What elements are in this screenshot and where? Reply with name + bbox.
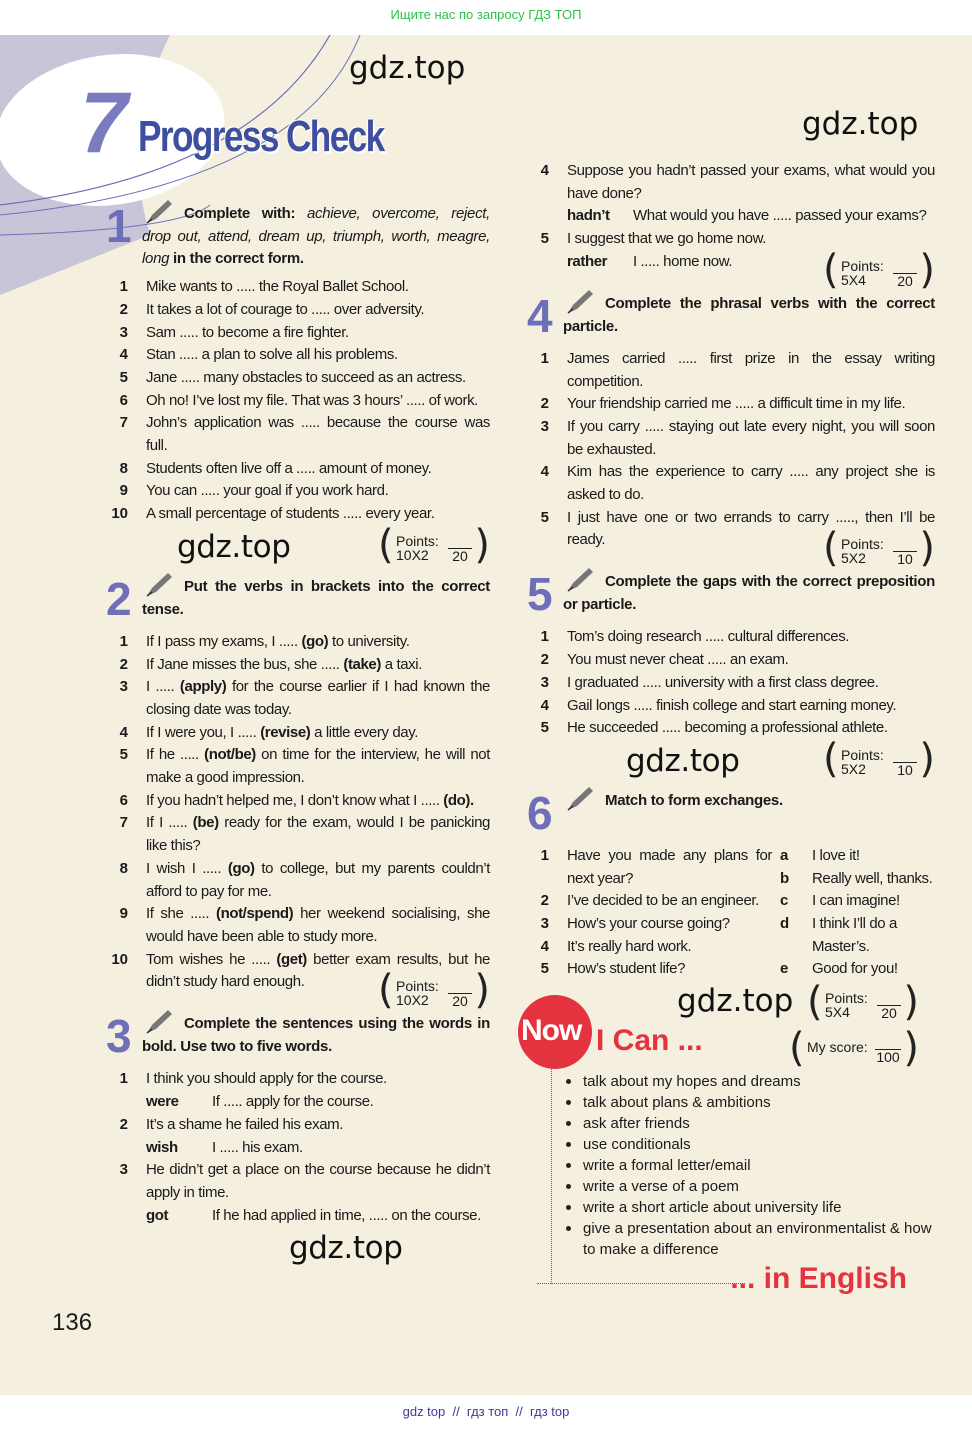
bracket-left: ( (823, 525, 839, 572)
item-sentence: I think you should apply for the course. (146, 1070, 387, 1088)
now-i-can-header (521, 979, 935, 1072)
list-item (527, 348, 935, 393)
item-number: 4 (540, 937, 549, 955)
my-score-max: 100 (876, 1049, 900, 1066)
item-number: 8 (119, 859, 128, 877)
text-segment: Sam ..... to become a fire fighter. (146, 323, 349, 341)
item-number: 1 (119, 632, 128, 650)
item-number: 5 (119, 746, 128, 764)
now-i-can-title: I Can ... (596, 1024, 703, 1058)
item-sentence: He didn’t get a place on the course because he didn’t apply in time. (146, 1161, 490, 1201)
item-text: Good for you! (812, 960, 898, 978)
text-segment: to university. (328, 632, 410, 650)
watermark-points-row (106, 521, 490, 568)
footer-links[interactable]: gdz top // гдз топ // гдз top (402, 1404, 570, 1419)
item-number: 3 (540, 417, 549, 435)
dotted-divider (551, 1067, 552, 1284)
points-max: 20 (448, 993, 472, 1008)
match-right-item (780, 913, 935, 958)
item-number: 5 (119, 368, 128, 386)
item-number: 2 (119, 300, 128, 318)
right-column (521, 160, 935, 1298)
item-number: 3 (540, 915, 549, 933)
match-left-item (527, 936, 772, 959)
points-max: 10 (893, 551, 917, 566)
list-item (106, 503, 490, 526)
match-left-item (527, 890, 772, 913)
exercise-number: 3 (106, 1010, 132, 1063)
bracket-left: ( (823, 735, 839, 782)
item-number: 5 (540, 508, 549, 526)
points-multiplier: 10X2 (396, 992, 429, 1009)
text-segment: to college, but my parents couldn’t afford to pay for me. (146, 859, 490, 900)
key-word-row (146, 1137, 490, 1160)
list-item (106, 722, 490, 745)
text-segment: A small percentage of students ..... every year. (146, 505, 435, 523)
list-item (106, 790, 490, 813)
list-item (106, 458, 490, 481)
text-segment: Tom wishes he ..... (146, 950, 277, 968)
item-text: I love it! (812, 846, 860, 864)
exercise-number: 5 (527, 568, 553, 621)
top-banner[interactable]: Ищите нас по запросу ГДЗ ТОП (390, 7, 582, 22)
points-box (823, 735, 935, 782)
gap-sentence: If he had applied in time, ..... on the course. (212, 1206, 481, 1224)
text-segment: John’s application was ..... because the course was full. (146, 414, 490, 455)
exercise-instruction (142, 203, 490, 271)
item-number: 1 (119, 1070, 128, 1088)
text-segment: If I were you, I ..... (146, 723, 261, 741)
exercise-header (527, 289, 935, 343)
list-item (106, 676, 490, 721)
bold-text: (revise) (260, 723, 311, 741)
points-multiplier: 5X2 (841, 760, 866, 777)
can-do-item: talk about my hopes and dreams (563, 1071, 935, 1092)
unit-number: 7 (80, 75, 128, 171)
gap-sentence: I ..... home now. (633, 252, 733, 270)
my-score-label: My score: (807, 1039, 868, 1056)
key-word-row (146, 1091, 490, 1114)
key-word-row (146, 1205, 490, 1228)
list-item (106, 1068, 490, 1113)
left-column (106, 200, 491, 1269)
bracket-left: ( (789, 1025, 805, 1072)
points-label: Points: (396, 978, 439, 995)
watermark: gdz.top (802, 106, 919, 142)
item-number: 2 (540, 651, 549, 669)
pen-icon (565, 784, 595, 812)
text-segment: Students often live off a ..... amount of money. (146, 459, 432, 477)
exercise-header (106, 1010, 490, 1063)
item-text: How’s student life? (567, 960, 686, 978)
list-item (527, 160, 935, 228)
text-segment: for the course earlier if I had known the closing date was today. (146, 678, 490, 718)
key-word: wish (146, 1138, 178, 1156)
bracket-right: ) (474, 967, 490, 1014)
can-do-item: write a short article about university life (563, 1197, 935, 1218)
text-segment: a little every day. (310, 723, 418, 741)
list-item (106, 390, 490, 413)
bold-text: (get) (276, 950, 307, 968)
bold-text: (be) (192, 814, 219, 832)
can-do-item: use conditionals (563, 1134, 935, 1155)
item-number: 3 (119, 1161, 128, 1179)
dotted-divider (537, 1283, 745, 1284)
item-number: 10 (111, 505, 128, 523)
key-word: rather (567, 252, 608, 270)
exercise-header (527, 786, 935, 840)
text-segment: I graduated ..... university with a first class degree. (567, 673, 879, 691)
gap-sentence: I ..... his exam. (212, 1138, 303, 1156)
points-label: Points: (396, 532, 439, 549)
page-number: 136 (52, 1309, 93, 1336)
match-left-list (527, 845, 772, 981)
can-do-item: ask after friends (563, 1113, 935, 1134)
points-box (823, 246, 935, 293)
bracket-right: ) (903, 979, 919, 1026)
text-segment: Kim has the experience to carry ..... any project she is asked to do. (567, 463, 935, 504)
points-multiplier: 5X2 (841, 550, 866, 567)
bold-text: (apply) (179, 678, 227, 696)
exercise-instruction (563, 790, 935, 813)
item-number: 2 (540, 395, 549, 413)
watermark: gdz.top (177, 528, 291, 565)
bold-text: (not/be) (204, 746, 256, 764)
key-word: were (146, 1093, 179, 1111)
gap-sentence: If ..... apply for the course. (212, 1093, 374, 1111)
exercise-header (106, 200, 491, 271)
text-segment: ready for the exam, would I be panicking like this? (146, 814, 490, 855)
points-label: Points: (841, 746, 884, 763)
text-segment: I ..... (146, 678, 180, 696)
text-segment: on time for the interview, he will not make a good impression. (146, 746, 490, 787)
item-number: 7 (119, 814, 128, 832)
points-max: 20 (448, 548, 472, 563)
text-segment: It takes a lot of courage to ..... over adversity. (146, 300, 425, 318)
list-item (527, 717, 935, 740)
item-number: 3 (540, 673, 549, 691)
watermark: gdz.top (289, 1230, 403, 1267)
list-item (527, 507, 935, 572)
text-segment: You can ..... your goal if you work hard. (146, 482, 389, 500)
watermark-points-row (527, 735, 935, 782)
exercise-number: 4 (527, 289, 553, 342)
can-do-list (563, 1071, 935, 1260)
bold-text: Match to form exchanges. (605, 791, 783, 809)
gap-sentence: What would you have ..... passed your exams? (633, 207, 927, 225)
points-max: 20 (893, 273, 917, 288)
text-segment: Oh no! I’ve lost my file. That was 3 hours’ ..... of work. (146, 391, 478, 409)
exercise-instruction (142, 576, 490, 621)
item-number: 1 (540, 349, 549, 367)
pen-icon (565, 565, 595, 593)
list-item (106, 744, 490, 789)
points-max: 10 (893, 762, 917, 777)
now-badge-text: Now (521, 1014, 582, 1048)
list-item (106, 276, 490, 299)
item-number: 4 (540, 696, 549, 714)
key-word: got (146, 1206, 169, 1224)
list-item (106, 631, 490, 654)
points-box (823, 525, 935, 572)
can-do-item: write a formal letter/email (563, 1155, 935, 1176)
item-number: 9 (119, 482, 128, 500)
bracket-left: ( (378, 521, 394, 568)
in-english-label: ... in English (730, 1262, 907, 1296)
exercise-number: 2 (106, 572, 132, 625)
item-letter: d (780, 915, 789, 933)
list-item (527, 416, 935, 461)
item-number: 8 (119, 459, 128, 477)
match-right-item (780, 958, 935, 981)
text-segment: I wish I ..... (146, 859, 228, 877)
item-number: 3 (119, 678, 128, 696)
exercise-number: 6 (527, 786, 553, 839)
item-number: 6 (119, 391, 128, 409)
text-segment: Tom’s doing research ..... cultural differences. (567, 628, 850, 646)
text-segment: Stan ..... a plan to solve all his problems. (146, 346, 398, 364)
item-text: I think I’ll do a Master’s. (812, 915, 897, 955)
list-item (106, 654, 490, 677)
match-right-item (780, 890, 935, 913)
bracket-right: ) (919, 525, 935, 572)
text-segment: If I ..... (146, 814, 193, 832)
list-item (106, 412, 490, 457)
text-segment: If you hadn’t helped me, I don’t know what I ..... (146, 791, 444, 809)
list-item (106, 812, 490, 857)
bold-text: Put the verbs in brackets into the correct tense. (142, 577, 490, 618)
item-sentence: It’s a shame he failed his exam. (146, 1115, 344, 1133)
can-do-item: give a presentation about an environmentalist & how to make a difference (563, 1218, 935, 1260)
bold-text: (go) (227, 859, 255, 877)
text-segment: If he ..... (146, 746, 205, 764)
italic-text: achieve, overcome, reject, drop out, attend, dream up, triumph, worth, meagre, long (142, 205, 491, 268)
my-score-box (789, 1025, 919, 1072)
pen-icon (144, 570, 174, 598)
points-box (378, 521, 490, 568)
list-item (527, 649, 935, 672)
text-segment: James carried ..... first prize in the essay writing competition. (567, 349, 935, 390)
can-do-section (527, 1071, 935, 1298)
page-title: Progress Check (138, 112, 384, 161)
text-segment: If I pass my exams, I ..... (146, 632, 302, 650)
item-letter: c (780, 892, 788, 910)
list-item (106, 367, 490, 390)
item-letter: a (780, 846, 788, 864)
item-text: I’ve decided to be an engineer. (567, 892, 759, 910)
text-segment: a taxi. (380, 655, 422, 673)
item-sentence: Suppose you hadn’t passed your exams, what would you have done? (567, 162, 935, 202)
pen-icon (144, 197, 174, 225)
item-number: 5 (540, 960, 549, 978)
item-number: 4 (119, 723, 128, 741)
text-segment: Your friendship carried me ..... a difficult time in my life. (567, 395, 906, 413)
bracket-left: ( (823, 246, 839, 293)
text-segment: If Jane misses the bus, she ..... (146, 655, 344, 673)
match-left-item (527, 958, 772, 981)
item-number: 6 (119, 791, 128, 809)
key-word: hadn’t (567, 207, 610, 225)
item-number: 1 (540, 628, 549, 646)
key-word-row (567, 251, 815, 274)
text-segment: Jane ..... many obstacles to succeed as an actress. (146, 368, 466, 386)
points-max: 20 (877, 1005, 901, 1020)
points-multiplier: 5X4 (841, 271, 866, 288)
list-item (106, 949, 490, 1014)
bold-text: (do). (443, 791, 474, 809)
item-number: 2 (119, 655, 128, 673)
list-item (106, 480, 490, 503)
list-item (106, 322, 490, 345)
item-number: 10 (111, 950, 128, 968)
list-item (106, 344, 490, 367)
exercise-instruction (563, 293, 935, 338)
item-text: It’s really hard work. (567, 937, 692, 955)
can-do-item: write a verse of a poem (563, 1176, 935, 1197)
bold-text: Complete the phrasal verbs with the correct particle. (563, 294, 935, 335)
bold-text: Complete the sentences using the words in bold. Use two to five words. (142, 1015, 490, 1056)
match-right-item (780, 868, 935, 891)
item-number: 9 (119, 905, 128, 923)
bracket-right: ) (474, 521, 490, 568)
list-item (106, 1159, 490, 1227)
text-segment: If you carry ..... staying out late every night, you will soon be exhausted. (567, 417, 935, 458)
item-number: 1 (540, 846, 549, 864)
item-number: 2 (540, 892, 549, 910)
text-segment: He succeeded ..... becoming a professional athlete. (567, 719, 888, 737)
exercise-instruction (563, 571, 935, 616)
exercise-header (527, 568, 935, 621)
pen-icon (144, 1007, 174, 1035)
item-number: 4 (119, 346, 128, 364)
pen-icon (565, 287, 595, 315)
bold-text: (not/spend) (215, 905, 294, 923)
bracket-left: ( (807, 979, 823, 1026)
list-item (527, 626, 935, 649)
item-number: 1 (119, 278, 128, 296)
list-item (106, 1114, 490, 1159)
item-text: How’s your course going? (567, 915, 730, 933)
exercise-instruction (142, 1013, 490, 1058)
item-number: 5 (540, 719, 549, 737)
item-number: 4 (540, 162, 549, 179)
list-item (527, 393, 935, 416)
bold-text: Complete the gaps with the correct preposition or particle. (563, 573, 935, 614)
list-item (106, 903, 490, 948)
item-number: 4 (540, 463, 549, 481)
watermark-points-row (106, 1227, 490, 1269)
item-number: 3 (119, 323, 128, 341)
bold-text: Complete with: (184, 205, 307, 222)
match-exercise (527, 845, 935, 981)
text-segment: You must never cheat ..... an exam. (567, 651, 789, 669)
points-multiplier: 5X4 (825, 1004, 850, 1021)
match-right-list (780, 845, 935, 981)
text-segment: I just have one or two errands to carry ....., then I’ll be ready. (567, 508, 935, 549)
bold-text: in the correct form. (169, 250, 304, 268)
bracket-right: ) (919, 735, 935, 782)
bold-text: (take) (343, 655, 381, 673)
text-segment: Gail longs ..... finish college and start earning money. (567, 696, 897, 714)
exercise-number: 1 (106, 200, 132, 252)
points-label: Points: (841, 257, 884, 274)
watermark: gdz.top (349, 50, 466, 86)
item-text: Have you made any plans for next year? (567, 846, 772, 887)
points-box (378, 967, 490, 1014)
text-segment: her weekend socialising, she would have been able to study more. (146, 905, 490, 945)
bracket-left: ( (378, 967, 394, 1014)
item-letter: b (780, 869, 789, 887)
item-letter: e (780, 960, 788, 978)
item-sentence: I suggest that we go home now. (567, 230, 766, 248)
can-do-item: talk about plans & ambitions (563, 1092, 935, 1113)
list-item (106, 299, 490, 322)
match-left-item (527, 913, 772, 936)
list-item (527, 228, 935, 293)
text-segment: If she ..... (146, 905, 216, 923)
points-label: Points: (825, 990, 868, 1007)
list-item (106, 858, 490, 903)
bracket-right: ) (919, 246, 935, 293)
list-item (527, 672, 935, 695)
item-number: 7 (119, 414, 128, 432)
key-word-row (567, 205, 935, 228)
points-label: Points: (841, 536, 884, 553)
text-segment: Mike wants to ..... the Royal Ballet School. (146, 278, 409, 296)
exercise-header (106, 572, 490, 626)
item-text: I can imagine! (812, 892, 900, 910)
bracket-right: ) (903, 1025, 919, 1072)
watermark: gdz.top (626, 742, 740, 779)
text-segment: better exam results, but he didn’t study hard enough. (146, 950, 490, 991)
points-multiplier: 10X2 (396, 546, 429, 563)
bold-text: (go) (301, 632, 329, 650)
list-item (527, 695, 935, 718)
item-number: 5 (540, 230, 549, 248)
points-box (807, 979, 919, 1026)
list-item (527, 461, 935, 506)
item-text: Really well, thanks. (812, 869, 933, 887)
watermark: gdz.top (677, 983, 794, 1020)
item-number: 2 (119, 1115, 128, 1133)
match-right-item (780, 845, 935, 868)
match-left-item (527, 845, 772, 890)
